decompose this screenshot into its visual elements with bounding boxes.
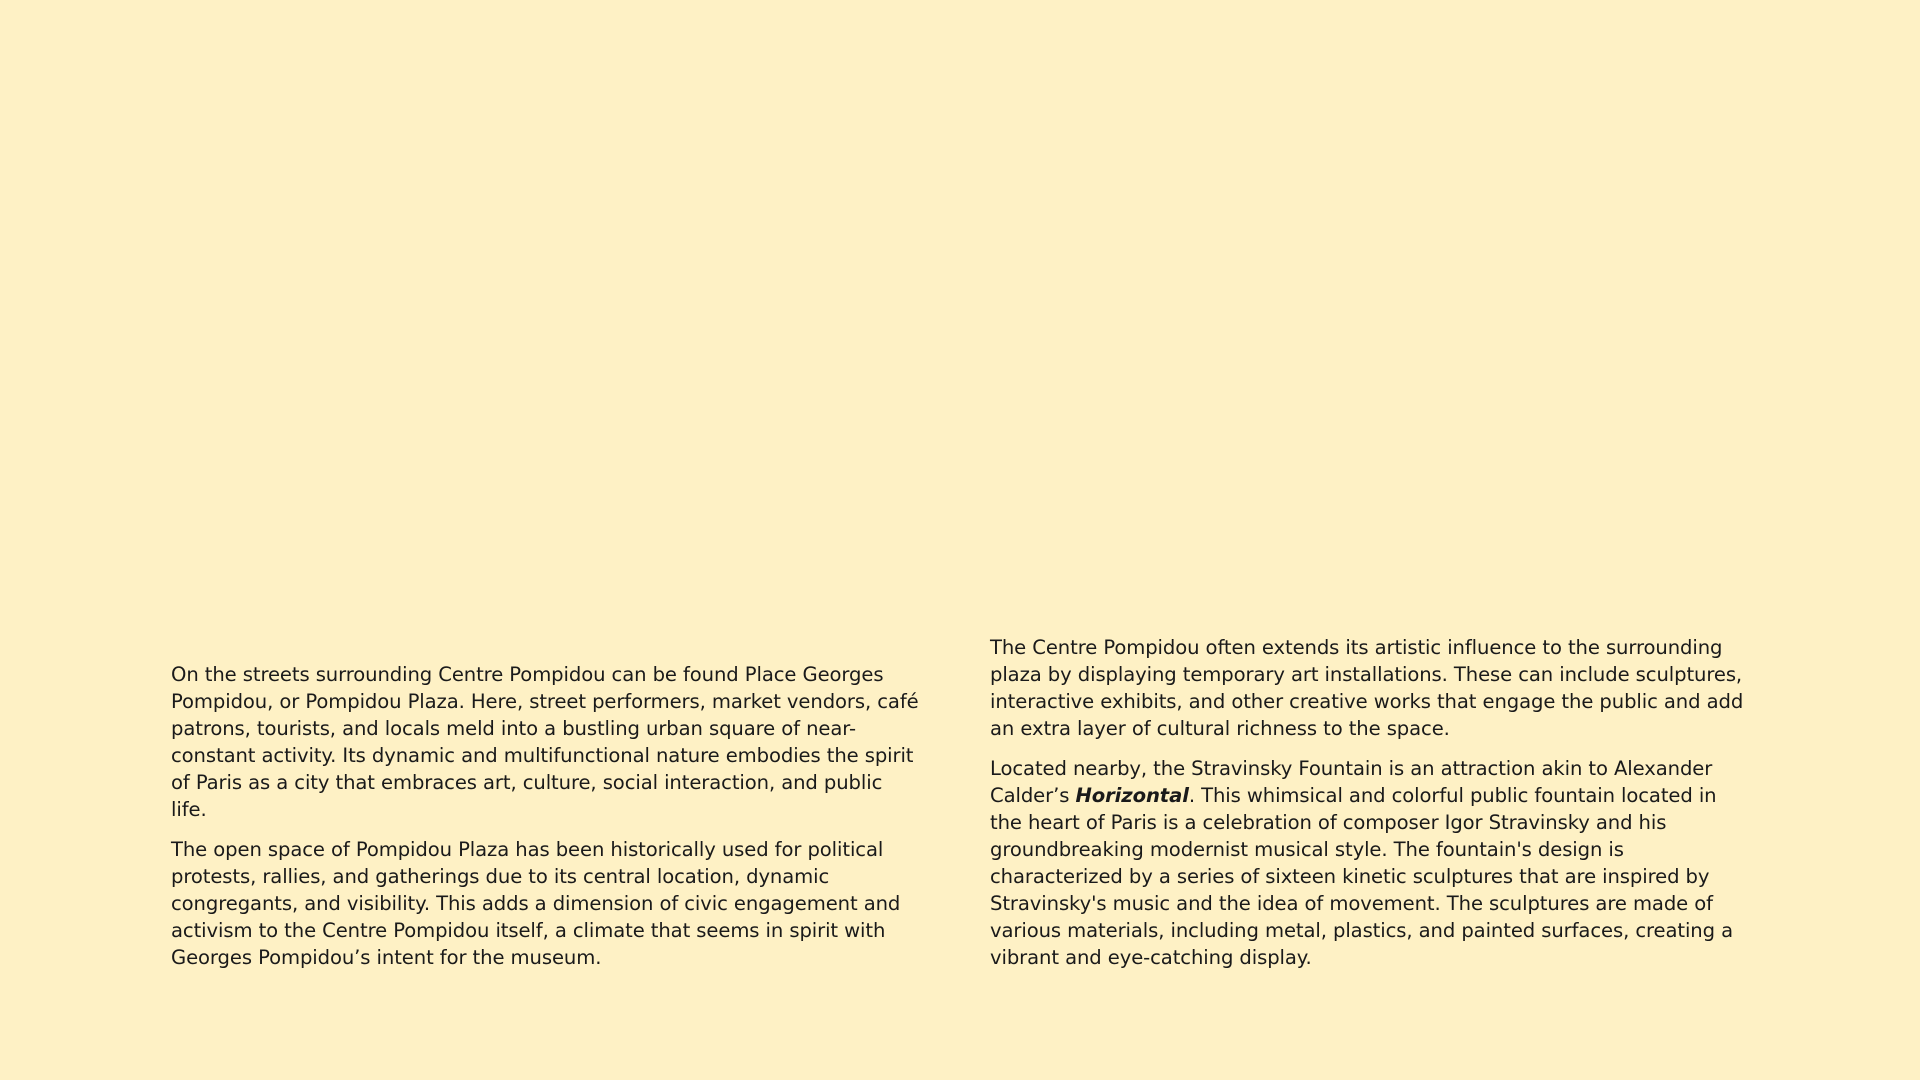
fountain-text-lead: Located nearby, the Stravinsky Fountain is an attraction akin to Alexander Calder’s xyxy=(990,757,1713,807)
fountain-text-body: . This whimsical and colorful public fountain located in the heart of Paris is a celebration of composer Igor Stravinsky and his groundbreaking modernist musical style. The fountain's design is characterized by a series of sixteen kinetic sculptures that are inspired by Stravinsky's music and the idea of movement. The sculptures are made of various materials, including metal, plastics, and painted surfaces, creating a vibrant and eye-catching display. xyxy=(990,784,1734,969)
artwork-title-emphasis: Horizontal xyxy=(1075,784,1189,807)
left-text-column xyxy=(171,661,921,971)
paragraph-temporary-installations: The Centre Pompidou often extends its artistic influence to the surrounding plaza by displaying temporary art installations. These can include sculptures, interactive exhibits, and other creative works that engage the public and add an extra layer of cultural richness to the space. xyxy=(990,636,1744,740)
right-text-column xyxy=(990,634,1746,971)
paragraph-pompidou-plaza-protests: The open space of Pompidou Plaza has been historically used for political protests, rallies, and gatherings due to its central location, dynamic congregants, and visibility. This adds a dimension of civic engagement and activism to the Centre Pompidou itself, a climate that seems in spirit with Georges Pompidou’s intent for the museum. xyxy=(171,838,901,969)
paragraph-stravinsky-fountain xyxy=(990,755,1746,971)
paragraph-pompidou-plaza-streets: On the streets surrounding Centre Pompidou can be found Place Georges Pompidou, or Pompidou Plaza. Here, street performers, market vendors, café patrons, tourists, and locals meld into a bustling urban square of near-constant activity. Its dynamic and multifunctional nature embodies the spirit of Paris as a city that embraces art, culture, social interaction, and public life. xyxy=(171,663,919,821)
